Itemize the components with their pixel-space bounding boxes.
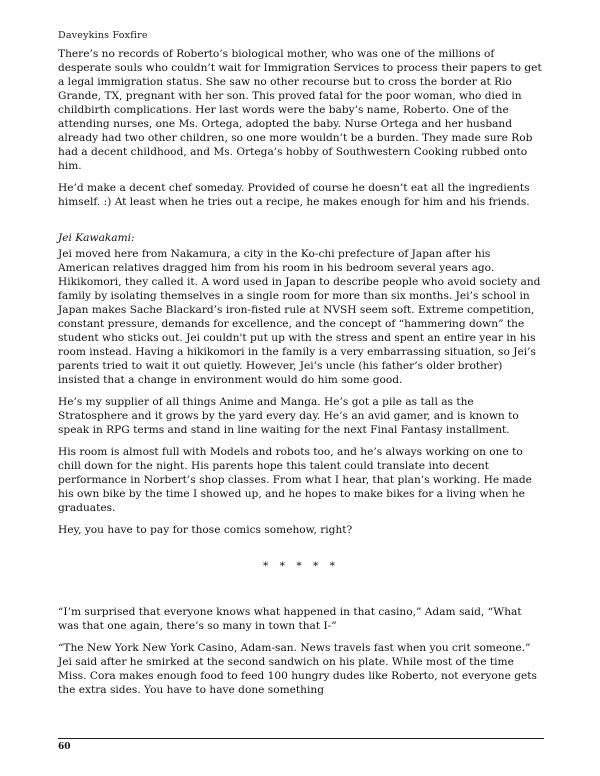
paragraph: “I’m surprised that everyone knows what happened in that casino,” Adam said, “What was that one again, there’s so many in town that I-”	[58, 606, 522, 632]
paragraph: “The New York New York Casino, Adam-san. News travels fast when you crit someone.” Jei said after he smirked at the second sandwich on his plate. While most of the time Miss. Cora makes enough food to feed 100 hungry dudes like Roberto, not everyone gets the extra sides. You have to have done something	[58, 642, 537, 696]
paragraph: His room is almost full with Models and robots too, and he’s always working on one to chill down for the night. His parents hope this talent could translate into decent performance in Norbert’s shop classes. From what I hear, that plan’s working. He made his own bike by the time I showed up, and he hopes to make bikes for a living when he graduates.	[58, 446, 532, 514]
page-number: 60	[58, 742, 71, 752]
body-text	[58, 47, 544, 705]
scene-break: * * * * *	[263, 560, 339, 572]
footer-rule	[58, 738, 544, 739]
section-heading: Jei Kawakami:	[58, 232, 135, 244]
paragraph: There’s no records of Roberto’s biological mother, who was one of the millions of desperate souls who couldn’t wait for Immigration Services to process their papers to get a legal immigration status. She saw no other recourse but to cross the border at Rio Grande, TX, pregnant with her son. This proved fatal for the poor woman, who died in childbirth complications. Her last words were the baby’s name, Roberto. One of the attending nurses, one Ms. Ortega, adopted the baby. Nurse Ortega and her husband already had two other children, so one more wouldn’t be a burden. They made sure Rob had a decent childhood, and Ms. Ortega’s hobby of Southwestern Cooking rubbed onto him.	[58, 48, 542, 172]
paragraph: Hey, you have to pay for those comics somehow, right?	[58, 524, 353, 536]
running-header: Daveykins Foxfire	[58, 30, 148, 41]
paragraph: He’s my supplier of all things Anime and Manga. He’s got a pile as tall as the Stratosphere and it grows by the yard every day. He’s an avid gamer, and is known to speak in RPG terms and stand in line waiting for the next Final Fantasy installment.	[58, 396, 519, 436]
paragraph: Jei moved here from Nakamura, a city in the Ko-chi prefecture of Japan after his American relatives dragged him from his room in his bedroom several years ago. Hikikomori, they called it. A word used in Japan to describe people who avoid society and family by isolating themselves in a single room for more than six months. Jei’s school in Japan makes Sache Blackard’s iron-fisted rule at NVSH seem soft. Extreme competition, constant pressure, demands for excellence, and the concept of “hammering down” the student who sticks out. Jei couldn't put up with the stress and spent an entire year in his room instead. Having a hikikomori in the family is a very embarrassing situation, so Jei’s parents tried to wait it out quietly. However, Jei’s uncle (his father’s older brother) insisted that a change in environment would do him some good.	[58, 248, 541, 386]
paragraph: He’d make a decent chef someday. Provided of course he doesn’t eat all the ingredients himself. :) At least when he tries out a recipe, he makes enough for him and his friends.	[58, 182, 530, 208]
